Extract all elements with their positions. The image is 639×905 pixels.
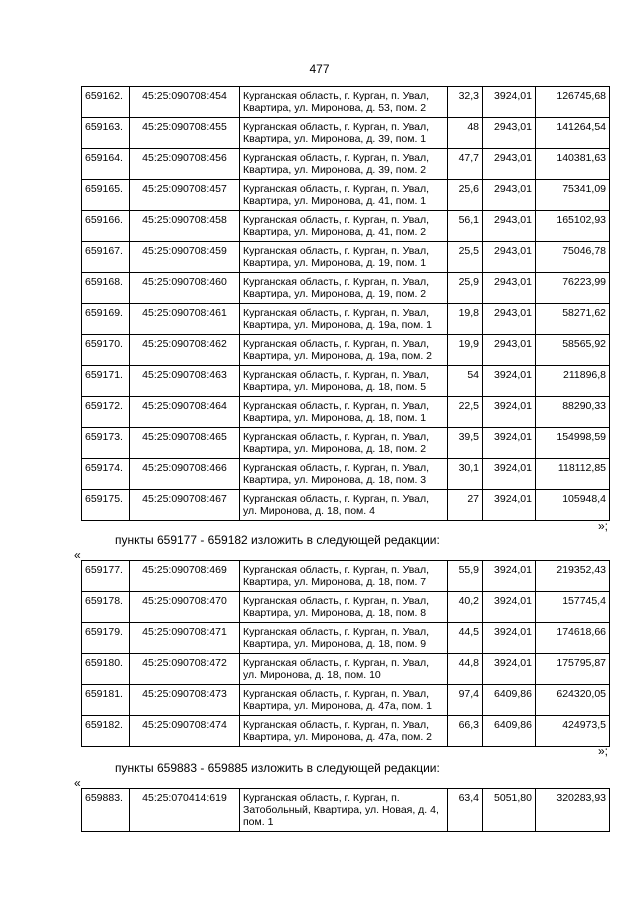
table-row [82,561,610,592]
area: 22,5 [448,397,483,428]
row-number: 659179. [82,623,130,654]
cadastral-number: 45:25:090708:460 [130,273,240,304]
address: Курганская область, г. Курган, п. Увал, ул. Миронова, д. 18, пом. 10 [240,654,448,685]
row-number: 659177. [82,561,130,592]
cadastral-number: 45:25:090708:473 [130,685,240,716]
rate: 5051,80 [483,789,536,832]
address: Курганская область, г. Курган, п. Увал, ул. Миронова, д. 18, пом. 4 [240,490,448,521]
address: Курганская область, г. Курган, п. Увал, Квартира, ул. Миронова, д. 18, пом. 9 [240,623,448,654]
rate: 3924,01 [483,87,536,118]
table-body [82,87,610,521]
area: 44,8 [448,654,483,685]
property-table-1 [81,86,610,521]
cadastral-number: 45:25:090708:464 [130,397,240,428]
area: 40,2 [448,592,483,623]
address: Курганская область, г. Курган, п. Увал, Квартира, ул. Миронова, д. 39, пом. 2 [240,149,448,180]
row-number: 659165. [82,180,130,211]
rate: 3924,01 [483,592,536,623]
cadastral-number: 45:25:090708:474 [130,716,240,747]
cadastral-value: 88290,33 [536,397,610,428]
cadastral-value: 140381,63 [536,149,610,180]
cadastral-value: 424973,5 [536,716,610,747]
row-number: 659175. [82,490,130,521]
address: Курганская область, г. Курган, п. Затобольный, Квартира, ул. Новая, д. 4, пом. 1 [240,789,448,832]
rate: 3924,01 [483,490,536,521]
table-row [82,459,610,490]
row-number: 659169. [82,304,130,335]
closing-quote: »; [598,519,609,533]
table-row [82,273,610,304]
rate: 2943,01 [483,211,536,242]
table-row [82,592,610,623]
cadastral-value: 174618,66 [536,623,610,654]
cadastral-value: 105948,4 [536,490,610,521]
rate: 3924,01 [483,428,536,459]
row-number: 659180. [82,654,130,685]
row-number: 659162. [82,87,130,118]
area: 27 [448,490,483,521]
row-number: 659164. [82,149,130,180]
row-number: 659178. [82,592,130,623]
area: 25,6 [448,180,483,211]
closing-quote: »; [598,744,609,758]
area: 56,1 [448,211,483,242]
table-row [82,242,610,273]
cadastral-value: 219352,43 [536,561,610,592]
area: 48 [448,118,483,149]
area: 25,9 [448,273,483,304]
rate: 2943,01 [483,273,536,304]
rate: 6409,86 [483,716,536,747]
cadastral-value: 58565,92 [536,335,610,366]
cadastral-number: 45:25:090708:458 [130,211,240,242]
row-number: 659883. [82,789,130,832]
rate: 2943,01 [483,180,536,211]
row-number: 659173. [82,428,130,459]
area: 47,7 [448,149,483,180]
table-row [82,211,610,242]
address: Курганская область, г. Курган, п. Увал, Квартира, ул. Миронова, д. 53, пом. 2 [240,87,448,118]
rate: 2943,01 [483,304,536,335]
cadastral-number: 45:25:090708:461 [130,304,240,335]
table-row [82,490,610,521]
address: Курганская область, г. Курган, п. Увал, Квартира, ул. Миронова, д. 47а, пом. 1 [240,685,448,716]
cadastral-value: 126745,68 [536,87,610,118]
table-row [82,304,610,335]
row-number: 659167. [82,242,130,273]
cadastral-value: 211896,8 [536,366,610,397]
table-body [82,561,610,747]
address: Курганская область, г. Курган, п. Увал, Квартира, ул. Миронова, д. 19а, пом. 2 [240,335,448,366]
cadastral-value: 76223,99 [536,273,610,304]
table-row [82,397,610,428]
area: 63,4 [448,789,483,832]
row-number: 659182. [82,716,130,747]
cadastral-value: 175795,87 [536,654,610,685]
cadastral-number: 45:25:090708:462 [130,335,240,366]
area: 32,3 [448,87,483,118]
page-number: 477 [309,62,330,76]
cadastral-number: 45:25:090708:456 [130,149,240,180]
row-number: 659172. [82,397,130,428]
cadastral-value: 157745,4 [536,592,610,623]
area: 39,5 [448,428,483,459]
table-row [82,623,610,654]
rate: 2943,01 [483,149,536,180]
table-row [82,789,610,832]
rate: 3924,01 [483,459,536,490]
cadastral-value: 154998,59 [536,428,610,459]
rate: 3924,01 [483,397,536,428]
section-heading: пункты 659883 - 659885 изложить в следующей редакции: [115,761,440,775]
cadastral-number: 45:25:090708:469 [130,561,240,592]
section-heading: пункты 659177 - 659182 изложить в следующей редакции: [115,533,440,547]
cadastral-number: 45:25:070414:619 [130,789,240,832]
row-number: 659174. [82,459,130,490]
area: 97,4 [448,685,483,716]
address: Курганская область, г. Курган, п. Увал, Квартира, ул. Миронова, д. 18, пом. 8 [240,592,448,623]
cadastral-number: 45:25:090708:459 [130,242,240,273]
rate: 3924,01 [483,654,536,685]
address: Курганская область, г. Курган, п. Увал, Квартира, ул. Миронова, д. 41, пом. 1 [240,180,448,211]
cadastral-number: 45:25:090708:467 [130,490,240,521]
address: Курганская область, г. Курган, п. Увал, Квартира, ул. Миронова, д. 18, пом. 7 [240,561,448,592]
cadastral-number: 45:25:090708:470 [130,592,240,623]
cadastral-number: 45:25:090708:457 [130,180,240,211]
cadastral-value: 58271,62 [536,304,610,335]
table-row [82,180,610,211]
cadastral-value: 75046,78 [536,242,610,273]
address: Курганская область, г. Курган, п. Увал, Квартира, ул. Миронова, д. 19а, пом. 1 [240,304,448,335]
table-row [82,716,610,747]
row-number: 659170. [82,335,130,366]
rate: 2943,01 [483,118,536,149]
address: Курганская область, г. Курган, п. Увал, Квартира, ул. Миронова, д. 18, пом. 5 [240,366,448,397]
opening-quote: « [74,776,81,790]
address: Курганская область, г. Курган, п. Увал, Квартира, ул. Миронова, д. 18, пом. 2 [240,428,448,459]
cadastral-number: 45:25:090708:472 [130,654,240,685]
rate: 3924,01 [483,561,536,592]
rate: 2943,01 [483,335,536,366]
row-number: 659166. [82,211,130,242]
cadastral-number: 45:25:090708:455 [130,118,240,149]
table-body [82,789,610,832]
table-row [82,366,610,397]
table-row [82,335,610,366]
area: 30,1 [448,459,483,490]
cadastral-number: 45:25:090708:463 [130,366,240,397]
row-number: 659171. [82,366,130,397]
cadastral-number: 45:25:090708:466 [130,459,240,490]
row-number: 659168. [82,273,130,304]
opening-quote: « [74,548,81,562]
address: Курганская область, г. Курган, п. Увал, Квартира, ул. Миронова, д. 39, пом. 1 [240,118,448,149]
cadastral-number: 45:25:090708:465 [130,428,240,459]
rate: 6409,86 [483,685,536,716]
area: 66,3 [448,716,483,747]
area: 54 [448,366,483,397]
table-row [82,118,610,149]
address: Курганская область, г. Курган, п. Увал, Квартира, ул. Миронова, д. 19, пом. 2 [240,273,448,304]
row-number: 659163. [82,118,130,149]
rate: 3924,01 [483,623,536,654]
address: Курганская область, г. Курган, п. Увал, Квартира, ул. Миронова, д. 18, пом. 3 [240,459,448,490]
rate: 2943,01 [483,242,536,273]
table-row [82,428,610,459]
cadastral-value: 165102,93 [536,211,610,242]
cadastral-value: 320283,93 [536,789,610,832]
cadastral-number: 45:25:090708:454 [130,87,240,118]
table-row [82,654,610,685]
table-row [82,149,610,180]
address: Курганская область, г. Курган, п. Увал, Квартира, ул. Миронова, д. 47а, пом. 2 [240,716,448,747]
table-row [82,685,610,716]
area: 19,9 [448,335,483,366]
area: 19,8 [448,304,483,335]
row-number: 659181. [82,685,130,716]
address: Курганская область, г. Курган, п. Увал, Квартира, ул. Миронова, д. 41, пом. 2 [240,211,448,242]
area: 55,9 [448,561,483,592]
cadastral-number: 45:25:090708:471 [130,623,240,654]
table-row [82,87,610,118]
cadastral-value: 141264,54 [536,118,610,149]
rate: 3924,01 [483,366,536,397]
area: 25,5 [448,242,483,273]
property-table-3 [81,788,610,832]
area: 44,5 [448,623,483,654]
cadastral-value: 75341,09 [536,180,610,211]
cadastral-value: 118112,85 [536,459,610,490]
cadastral-value: 624320,05 [536,685,610,716]
address: Курганская область, г. Курган, п. Увал, Квартира, ул. Миронова, д. 18, пом. 1 [240,397,448,428]
address: Курганская область, г. Курган, п. Увал, Квартира, ул. Миронова, д. 19, пом. 1 [240,242,448,273]
property-table-2 [81,560,610,747]
